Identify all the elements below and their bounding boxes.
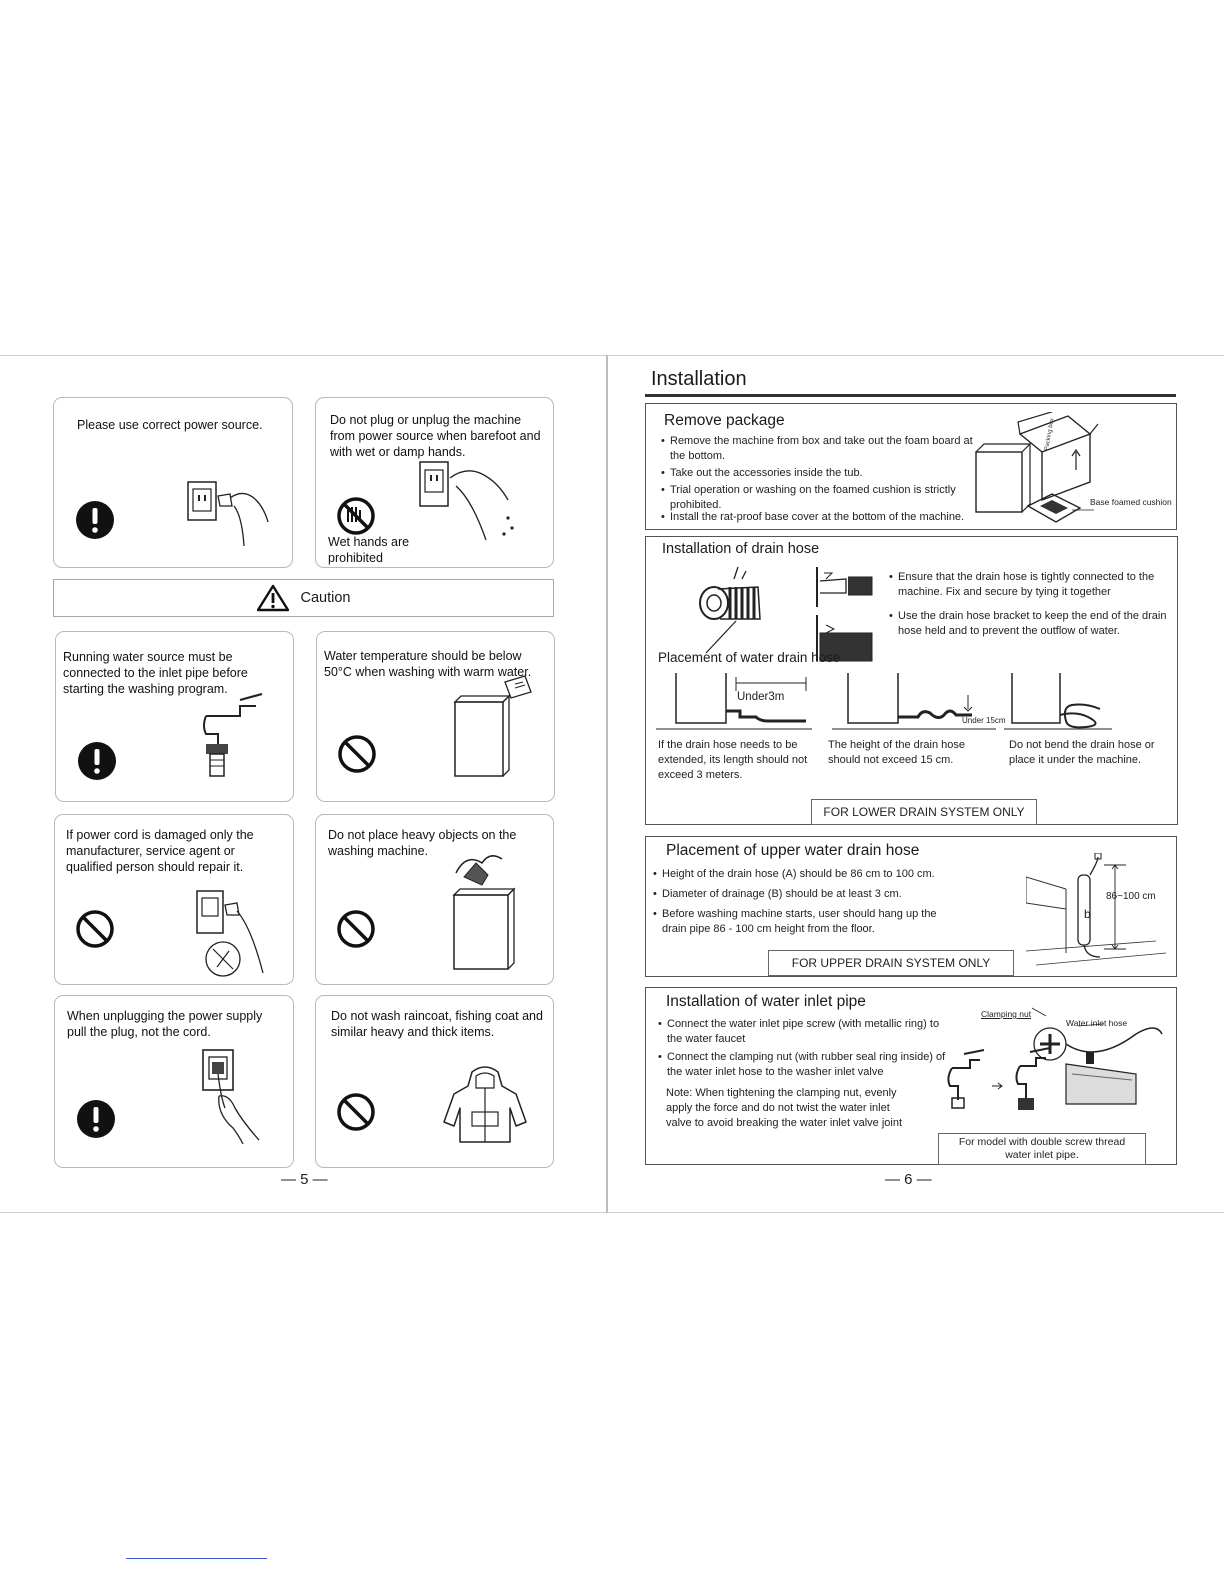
upper-drain-tag: FOR UPPER DRAIN SYSTEM ONLY [768, 950, 1014, 976]
upper-drain-list [653, 867, 963, 937]
page-number-right: — 6 — [885, 1171, 932, 1188]
warning-box-heavy-objects [315, 814, 554, 985]
upper-drain-illustration [1026, 853, 1176, 973]
spread-bottom-edge [0, 1212, 1224, 1213]
warning-box-water-temp [316, 631, 555, 802]
clamping-nut-label: Clamping nut [981, 1009, 1032, 1019]
title-rule [645, 394, 1176, 397]
prohibited-icon [336, 1092, 376, 1132]
list-item: • Trial operation or washing on the foamed cushion is strictly prohibited. [661, 483, 973, 513]
exclamation-icon [75, 1098, 117, 1140]
section-heading: Placement of upper water drain hose [666, 842, 920, 859]
placement-caption-2: The height of the drain hose should not exceed 15 cm. [828, 739, 965, 766]
prohibited-icon [337, 734, 377, 774]
under15cm-label: Under 15cm [962, 716, 1006, 725]
warning-box-power-cord [54, 814, 294, 985]
list-item: • Ensure that the drain hose is tightly connected to the machine. Fix and secure by tying it together [889, 570, 1174, 600]
warning-text: Do not plug or unplug the machine from power source when barefoot and with wet or damp hands. [330, 413, 541, 459]
washing-machine-icon [447, 672, 537, 782]
list-item: • Remove the machine from box and take out the foam board at the bottom. [661, 434, 973, 464]
section-heading: Remove package [664, 412, 785, 429]
footer-link-underline [126, 1558, 267, 1559]
washing-machine-with-objects-icon [446, 851, 526, 973]
bullet: • [661, 511, 665, 523]
packing-box-label: Packing box [1044, 417, 1056, 452]
placement-caption-3: Do not bend the drain hose or place it under the machine. [1009, 739, 1155, 766]
list-item: • Before washing machine starts, user should hang up the drain pipe 86 - 100 cm height from the floor. [653, 907, 963, 937]
raincoat-icon [442, 1064, 528, 1146]
warning-box-raincoat [315, 995, 554, 1168]
list-item: • Connect the clamping nut (with rubber seal ring inside) of the water inlet hose to the washer inlet valve [658, 1050, 948, 1080]
exclamation-icon [74, 499, 116, 541]
remove-package-list [661, 434, 973, 515]
warning-text: Water temperature should be below 50°C when washing with warm water. [324, 649, 532, 679]
warning-text: When unplugging the power supply pull the plug, not the cord. [67, 1009, 263, 1039]
list-item: • Diameter of drainage (B) should be at least 3 cm. [653, 887, 963, 902]
damaged-cord-icon [193, 887, 273, 979]
page-spine [606, 355, 608, 1213]
wet-hand-plug-icon [416, 460, 526, 550]
double-screw-tag: For model with double screw thread water inlet pipe. [938, 1133, 1146, 1165]
prohibited-icon [75, 909, 115, 949]
warning-box-power-source [53, 397, 293, 568]
section-heading: Installation of drain hose [662, 541, 820, 557]
height-label: 86~100 cm [1106, 891, 1156, 902]
warning-text: Do not wash raincoat, fishing coat and similar heavy and thick items. [331, 1009, 543, 1039]
list-item: • Use the drain hose bracket to keep the end of the drain hose held and to prevent the outflow of water. [889, 609, 1174, 639]
placement-caption-1: If the drain hose needs to be extended, its length should not exceed 3 meters. [658, 739, 808, 781]
page-number-left: — 5 — [281, 1171, 328, 1188]
package-box-illustration [972, 412, 1172, 524]
plug-socket-icon [184, 476, 274, 551]
drain-hose-list [889, 570, 1174, 639]
warning-box-inlet-pipe [55, 631, 294, 802]
subsection-heading: Placement of water drain hose [658, 650, 841, 665]
warning-text: If power cord is damaged only the manufacturer, service agent or qualified person should repair it. [66, 828, 254, 874]
warning-text: Please use correct power source. [77, 418, 263, 432]
drain-hose-section [645, 536, 1178, 825]
section-heading: Installation of water inlet pipe [666, 993, 866, 1010]
list-item: • Take out the accessories inside the tub. [661, 466, 973, 481]
inlet-pipe-list [658, 1017, 948, 1080]
hand-pulling-plug-icon [199, 1048, 269, 1148]
under3m-label: Under3m [737, 691, 785, 703]
page-title: Installation [651, 368, 747, 390]
warning-text: Do not place heavy objects on the washing machine. [328, 828, 517, 858]
inlet-note: Note: When tightening the clamping nut, evenly apply the force and do not twist the water inlet valve to avoid breaking the water inlet valve joint [666, 1087, 903, 1129]
inlet-pipe-illustration [936, 1004, 1174, 1112]
inlet-pipe-section [645, 987, 1177, 1165]
water-inlet-hose-label: Water inlet hose [1066, 1018, 1128, 1028]
warning-box-unplug [54, 995, 294, 1168]
drain-placement-illustration [656, 671, 1166, 735]
lower-drain-tag: FOR LOWER DRAIN SYSTEM ONLY [811, 799, 1037, 825]
remove-package-section [645, 403, 1177, 530]
diameter-label: b [1084, 907, 1091, 921]
warning-box-wet-hands [315, 397, 554, 568]
warning-text: Running water source must be connected to the inlet pipe before starting the washing program. [63, 650, 248, 696]
prohibited-icon [336, 909, 376, 949]
list-item-text: Install the rat-proof base cover at the bottom of the machine. [670, 511, 965, 523]
exclamation-icon [76, 740, 118, 782]
list-item: • Connect the water inlet pipe screw (with metallic ring) to the water faucet [658, 1017, 948, 1047]
spread-top-edge [0, 355, 1224, 356]
no-wet-hands-icon [336, 496, 376, 536]
base-cushion-label: Base foamed cushion [1090, 497, 1172, 507]
upper-drain-section [645, 836, 1177, 977]
faucet-icon [196, 686, 276, 781]
wet-hands-caption: Wet hands are prohibited [328, 535, 410, 565]
caution-banner [53, 579, 554, 617]
list-item: • Height of the drain hose (A) should be 86 cm to 100 cm. [653, 867, 963, 882]
warning-triangle-icon [257, 584, 289, 612]
caution-label: Caution [300, 590, 351, 606]
